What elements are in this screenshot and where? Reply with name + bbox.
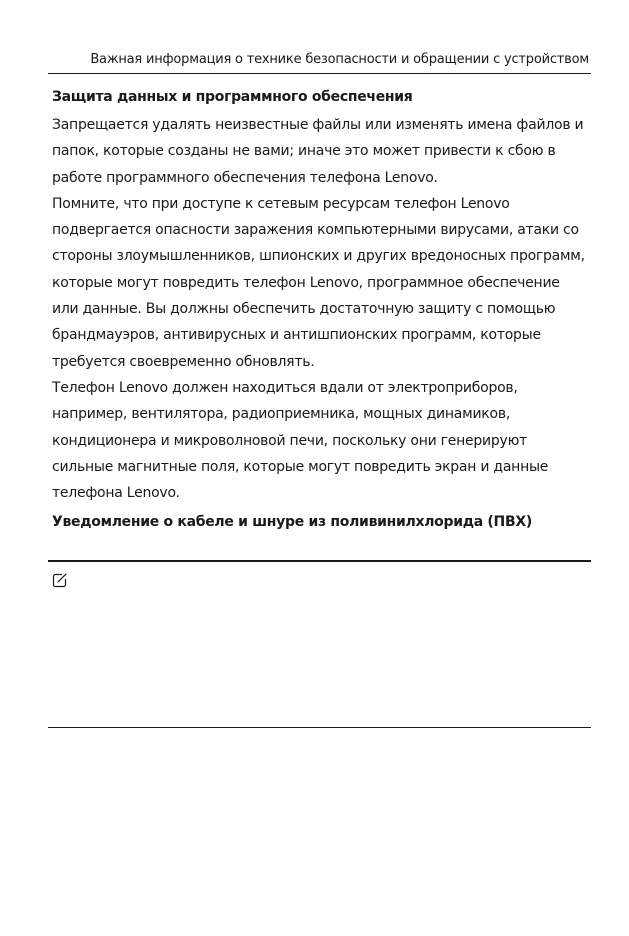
paragraph-3 [52, 375, 592, 506]
running-header: Важная информация о технике безопасности и обращении с устройством [90, 52, 589, 67]
section-heading-pvc-notice: Уведомление о кабеле и шнуре из поливинилхлорида (ПВХ) [52, 514, 532, 531]
note-icon [52, 572, 68, 588]
text-line: телефона Lenovo. [52, 485, 180, 502]
text-line: папок, которые созданы не вами; иначе это может привести к сбою в [52, 143, 556, 160]
text-line: например, вентилятора, радиоприемника, мощных динамиков, [52, 406, 511, 423]
text-line: которые могут повредить телефон Lenovo, программное обеспечение [52, 274, 560, 291]
text-line: работе программного обеспечения телефона Lenovo. [52, 169, 438, 186]
text-line: подвергается опасности заражения компьютерными вирусами, атаки со [52, 222, 579, 239]
text-line: кондиционера и микроволновой печи, поскольку они генерируют [52, 432, 528, 449]
section-heading-data-protection: Защита данных и программного обеспечения [52, 89, 413, 105]
page-content [52, 85, 592, 534]
text-line: или данные. Вы должны обеспечить достаточную защиту с помощью [52, 301, 556, 318]
text-line: сильные магнитные поля, которые могут повредить экран и данные [52, 458, 549, 475]
text-line: Телефон Lenovo должен находиться вдали от электроприборов, [52, 379, 518, 396]
text-line: стороны злоумышленников, шпионских и других вредоносных программ, [52, 248, 585, 265]
text-line: требуется своевременно обновлять. [52, 353, 315, 370]
header-rule [48, 73, 591, 74]
text-line: брандмауэров, антивирусных и антишпионских программ, которые [52, 327, 541, 344]
text-line: Помните, что при доступе к сетевым ресурсам телефон Lenovo [52, 195, 510, 212]
text-line: Запрещается удалять неизвестные файлы или изменять имена файлов и [52, 117, 584, 133]
note-bottom-rule [48, 727, 591, 728]
note-top-rule [48, 560, 591, 562]
paragraph-2 [52, 191, 592, 375]
paragraph-1 [52, 112, 592, 191]
